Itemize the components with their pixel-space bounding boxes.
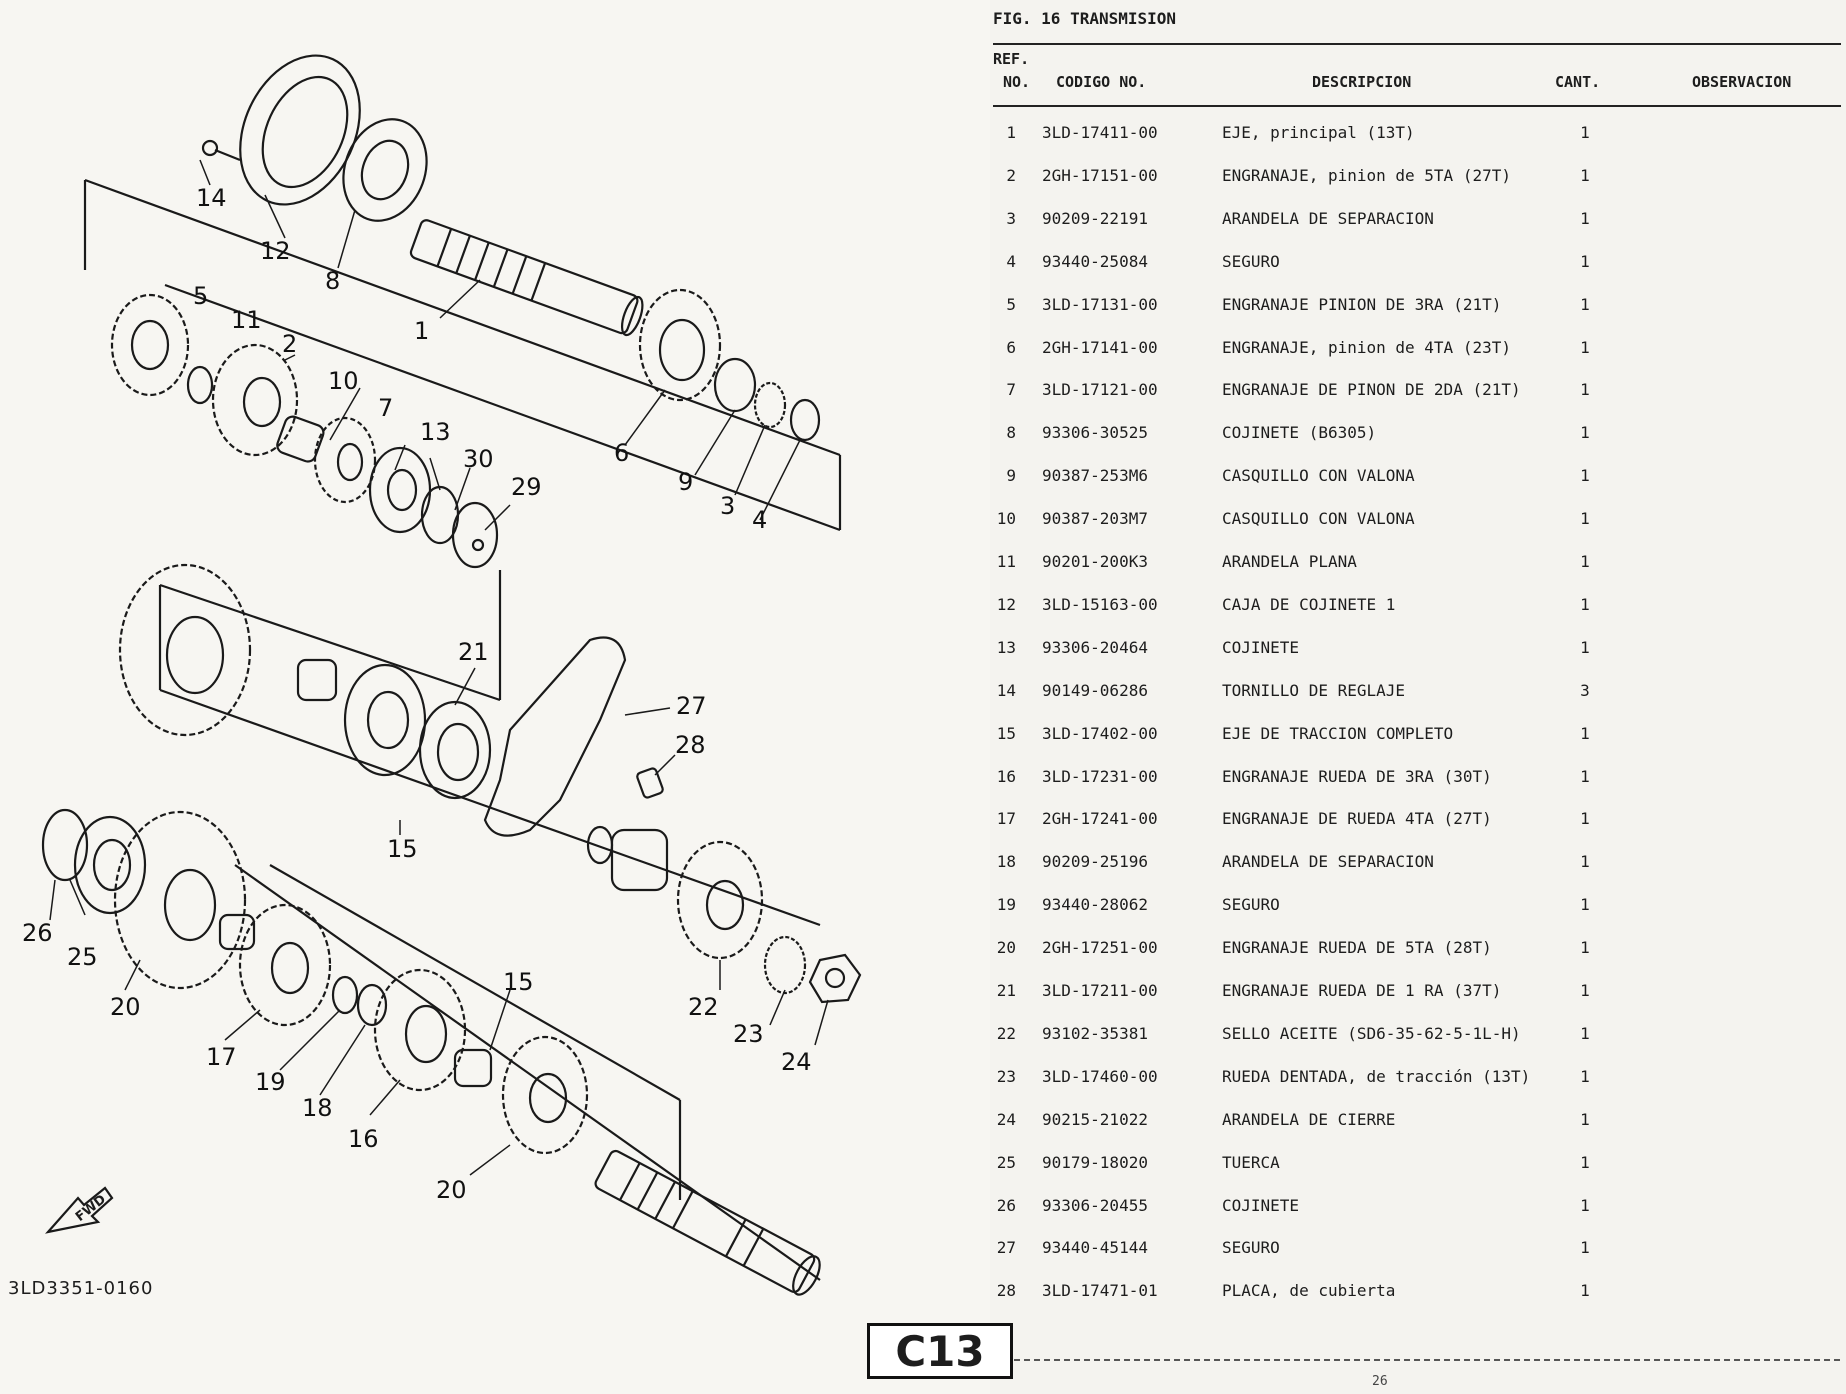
drawing-code: 3LD3351-0160 xyxy=(8,1278,154,1299)
ref-cell: 27 xyxy=(996,1238,1016,1258)
description-cell: COJINETE xyxy=(1222,1195,1300,1215)
description-cell: ENGRANAJE, pinion de 5TA (27T) xyxy=(1222,165,1511,185)
ref-cell: 19 xyxy=(996,895,1016,915)
table-row xyxy=(990,595,1846,625)
ref-cell: 4 xyxy=(1006,251,1016,271)
code-cell: 3LD-17121-00 xyxy=(1042,380,1158,400)
code-cell: 90209-22191 xyxy=(1042,208,1148,228)
callout-11: 11 xyxy=(231,306,262,334)
ref-cell: 24 xyxy=(996,1109,1016,1129)
code-cell: 2GH-17141-00 xyxy=(1042,337,1158,357)
callout-19: 19 xyxy=(255,1068,286,1096)
callout-27: 26 xyxy=(22,919,53,947)
description-cell: ARANDELA PLANA xyxy=(1222,552,1357,571)
callout-2: 2 xyxy=(282,330,298,358)
qty-cell: 1 xyxy=(1580,1281,1590,1301)
table-row xyxy=(990,852,1846,882)
ref-cell: 20 xyxy=(996,938,1016,958)
qty-cell: 1 xyxy=(1580,423,1590,443)
column-description: DESCRIPCION xyxy=(1312,73,1412,91)
figure-title: FIG. 16 TRANSMISION xyxy=(993,9,1177,28)
code-cell: 93440-45144 xyxy=(1042,1238,1148,1258)
qty-cell: 1 xyxy=(1580,723,1590,743)
code-cell: 93306-20464 xyxy=(1042,637,1148,657)
callout-25: 24 xyxy=(781,1048,812,1076)
qty-cell: 1 xyxy=(1580,337,1590,357)
table-row xyxy=(990,809,1846,839)
ref-cell: 26 xyxy=(996,1195,1016,1215)
description-cell: ENGRANAJE DE RUEDA 4TA (27T) xyxy=(1222,809,1492,829)
callout-31: 30 xyxy=(463,445,494,473)
code-cell: 3LD-17211-00 xyxy=(1042,981,1158,1000)
qty-cell: 1 xyxy=(1580,1152,1590,1172)
code-cell: 90201-200K3 xyxy=(1042,552,1148,571)
qty-cell: 1 xyxy=(1580,380,1590,400)
column-ref-line2: NO. xyxy=(1003,73,1031,91)
qty-cell: 1 xyxy=(1580,1238,1590,1258)
callout-18: 18 xyxy=(302,1094,333,1122)
description-cell: ENGRANAJE DE PINON DE 2DA (21T) xyxy=(1222,380,1521,400)
qty-cell: 1 xyxy=(1580,895,1590,915)
callout-22: 21 xyxy=(458,638,489,666)
description-cell: SEGURO xyxy=(1222,251,1280,271)
code-cell: 93440-25084 xyxy=(1042,251,1148,271)
callout-4: 4 xyxy=(752,506,768,534)
code-cell: 93102-35381 xyxy=(1042,1023,1148,1043)
ref-cell: 7 xyxy=(1006,380,1016,400)
code-cell: 93306-20455 xyxy=(1042,1195,1148,1215)
code-cell: 2GH-17241-00 xyxy=(1042,809,1158,829)
code-cell: 3LD-17231-00 xyxy=(1042,766,1158,786)
qty-cell: 1 xyxy=(1580,809,1590,829)
code-cell: 3LD-17131-00 xyxy=(1042,294,1158,314)
qty-cell: 1 xyxy=(1580,1195,1590,1215)
table-row xyxy=(990,767,1846,797)
ref-cell: 6 xyxy=(1006,337,1016,357)
ref-cell: 10 xyxy=(996,509,1016,529)
table-row xyxy=(990,1238,1846,1268)
qty-cell: 1 xyxy=(1580,294,1590,314)
description-cell: CAJA DE COJINETE 1 xyxy=(1222,594,1396,614)
callout-28: 27 xyxy=(676,692,707,720)
callout-10: 10 xyxy=(328,367,359,395)
table-row xyxy=(990,123,1846,153)
description-cell: ENGRANAJE PINION DE 3RA (21T) xyxy=(1222,294,1502,314)
main-shaft xyxy=(409,219,646,338)
table-row xyxy=(990,1196,1846,1226)
code-cell: 3LD-17402-00 xyxy=(1042,723,1158,743)
description-cell: ENGRANAJE RUEDA DE 1 RA (37T) xyxy=(1222,981,1502,1000)
table-row xyxy=(990,380,1846,410)
description-cell: EJE DE TRACCION COMPLETO xyxy=(1222,723,1454,743)
code-cell: 90209-25196 xyxy=(1042,852,1148,872)
code-cell: 90179-18020 xyxy=(1042,1152,1148,1172)
code-cell: 93306-30525 xyxy=(1042,423,1148,443)
description-cell: COJINETE (B6305) xyxy=(1222,423,1377,443)
description-cell: TUERCA xyxy=(1222,1152,1280,1172)
description-cell: PLACA, de cubierta xyxy=(1222,1281,1396,1301)
code-cell: 2GH-17251-00 xyxy=(1042,938,1158,958)
callout-9: 9 xyxy=(678,468,694,496)
header-top-rule xyxy=(993,43,1841,45)
description-cell: ENGRANAJE RUEDA DE 5TA (28T) xyxy=(1222,938,1492,958)
callout-8: 8 xyxy=(325,267,341,295)
table-row xyxy=(990,1067,1846,1097)
page-tab: C13 xyxy=(867,1323,1013,1379)
ref-cell: 11 xyxy=(996,552,1016,571)
qty-cell: 1 xyxy=(1580,637,1590,657)
qty-cell: 1 xyxy=(1580,766,1590,786)
table-row xyxy=(990,423,1846,453)
callout-15: 15 xyxy=(387,835,418,863)
qty-cell: 1 xyxy=(1580,938,1590,958)
ref-cell: 9 xyxy=(1006,466,1016,486)
callout-30: 29 xyxy=(511,473,542,501)
description-cell: CASQUILLO CON VALONA xyxy=(1222,466,1415,486)
ref-cell: 25 xyxy=(996,1152,1016,1172)
table-row xyxy=(990,938,1846,968)
qty-cell: 1 xyxy=(1580,123,1590,142)
callout-26: 25 xyxy=(67,943,98,971)
callout-29: 28 xyxy=(675,731,706,759)
table-row xyxy=(990,681,1846,711)
column-code: CODIGO NO. xyxy=(1056,73,1147,91)
parts-list-page xyxy=(990,0,1846,1394)
qty-cell: 1 xyxy=(1580,165,1590,185)
table-row xyxy=(990,1110,1846,1140)
qty-cell: 1 xyxy=(1580,466,1590,486)
description-cell: RUEDA DENTADA, de tracción (13T) xyxy=(1222,1066,1531,1086)
ref-cell: 8 xyxy=(1006,423,1016,443)
ref-cell: 21 xyxy=(996,981,1016,1000)
code-cell: 3LD-17460-00 xyxy=(1042,1066,1158,1086)
qty-cell: 1 xyxy=(1580,981,1590,1000)
page-number: 26 xyxy=(1372,1374,1388,1389)
ref-cell: 16 xyxy=(996,766,1016,786)
table-row xyxy=(990,338,1846,368)
ref-cell: 13 xyxy=(996,637,1016,657)
column-ref-line1: REF. xyxy=(993,50,1030,68)
table-row xyxy=(990,466,1846,496)
table-row xyxy=(990,209,1846,239)
callout-12: 12 xyxy=(260,237,291,265)
code-cell: 90149-06286 xyxy=(1042,680,1148,700)
ref-cell: 22 xyxy=(996,1023,1016,1043)
ref-cell: 14 xyxy=(996,680,1016,700)
ref-cell: 18 xyxy=(996,852,1016,872)
table-row xyxy=(990,1281,1846,1311)
ref-cell: 28 xyxy=(996,1281,1016,1301)
callout-13: 13 xyxy=(420,418,451,446)
callout-20: 20 xyxy=(436,1176,467,1204)
callout-6: 6 xyxy=(614,439,630,467)
table-row xyxy=(990,552,1846,582)
code-cell: 3LD-17471-01 xyxy=(1042,1281,1158,1301)
table-row xyxy=(990,509,1846,539)
description-cell: ARANDELA DE SEPARACION xyxy=(1222,852,1434,872)
description-cell: SEGURO xyxy=(1222,895,1280,915)
description-cell: ENGRANAJE, pinion de 4TA (23T) xyxy=(1222,337,1511,357)
callout-17: 17 xyxy=(206,1043,237,1071)
qty-cell: 1 xyxy=(1580,1109,1590,1129)
qty-cell: 1 xyxy=(1580,509,1590,529)
table-row xyxy=(990,252,1846,282)
table-row xyxy=(990,981,1846,1011)
table-row xyxy=(990,295,1846,325)
code-cell: 2GH-17151-00 xyxy=(1042,165,1158,185)
code-cell: 3LD-17411-00 xyxy=(1042,123,1158,142)
column-qty: CANT. xyxy=(1555,73,1601,91)
footer-rule xyxy=(1014,1359,1840,1361)
code-cell: 3LD-15163-00 xyxy=(1042,594,1158,614)
table-row xyxy=(990,895,1846,925)
code-cell: 90387-253M6 xyxy=(1042,466,1148,486)
qty-cell: 1 xyxy=(1580,1066,1590,1086)
callout-24: 23 xyxy=(733,1020,764,1048)
column-remarks: OBSERVACION xyxy=(1692,73,1792,91)
ref-cell: 12 xyxy=(996,594,1016,614)
description-cell: COJINETE xyxy=(1222,637,1300,657)
description-cell: EJE, principal (13T) xyxy=(1222,123,1415,142)
qty-cell: 3 xyxy=(1580,680,1590,700)
ref-cell: 2 xyxy=(1006,165,1016,185)
qty-cell: 1 xyxy=(1580,1023,1590,1043)
description-cell: CASQUILLO CON VALONA xyxy=(1222,509,1415,529)
callout-23: 22 xyxy=(688,993,719,1021)
callout-7: 7 xyxy=(378,394,394,422)
table-row xyxy=(990,638,1846,668)
table-row xyxy=(990,724,1846,754)
callout-1: 1 xyxy=(414,317,430,345)
header-bottom-rule xyxy=(993,105,1841,107)
ref-cell: 23 xyxy=(996,1066,1016,1086)
code-cell: 93440-28062 xyxy=(1042,895,1148,915)
code-cell: 90215-21022 xyxy=(1042,1109,1148,1129)
ref-cell: 17 xyxy=(996,809,1016,829)
description-cell: SELLO ACEITE (SD6-35-62-5-1L-H) xyxy=(1222,1023,1521,1043)
callout-3: 3 xyxy=(720,492,736,520)
ref-cell: 3 xyxy=(1006,208,1016,228)
ref-cell: 15 xyxy=(996,723,1016,743)
callout-5: 5 xyxy=(193,282,209,310)
callout-15b: 15 xyxy=(503,968,534,996)
description-cell: TORNILLO DE REGLAJE xyxy=(1222,680,1406,700)
description-cell: ARANDELA DE SEPARACION xyxy=(1222,208,1434,228)
qty-cell: 1 xyxy=(1580,594,1590,614)
ref-cell: 1 xyxy=(1006,123,1016,142)
description-cell: SEGURO xyxy=(1222,1238,1280,1258)
table-row xyxy=(990,166,1846,196)
description-cell: ENGRANAJE RUEDA DE 3RA (30T) xyxy=(1222,766,1492,786)
code-cell: 90387-203M7 xyxy=(1042,509,1148,529)
callout-16: 16 xyxy=(348,1125,379,1153)
callout-21: 20 xyxy=(110,993,141,1021)
table-row xyxy=(990,1153,1846,1183)
table-row xyxy=(990,1024,1846,1054)
qty-cell: 1 xyxy=(1580,208,1590,228)
description-cell: ARANDELA DE CIERRE xyxy=(1222,1109,1396,1129)
fwd-label: FWD xyxy=(72,1192,110,1225)
qty-cell: 1 xyxy=(1580,552,1590,571)
qty-cell: 1 xyxy=(1580,251,1590,271)
callout-14: 14 xyxy=(196,184,227,212)
qty-cell: 1 xyxy=(1580,852,1590,872)
ref-cell: 5 xyxy=(1006,294,1016,314)
